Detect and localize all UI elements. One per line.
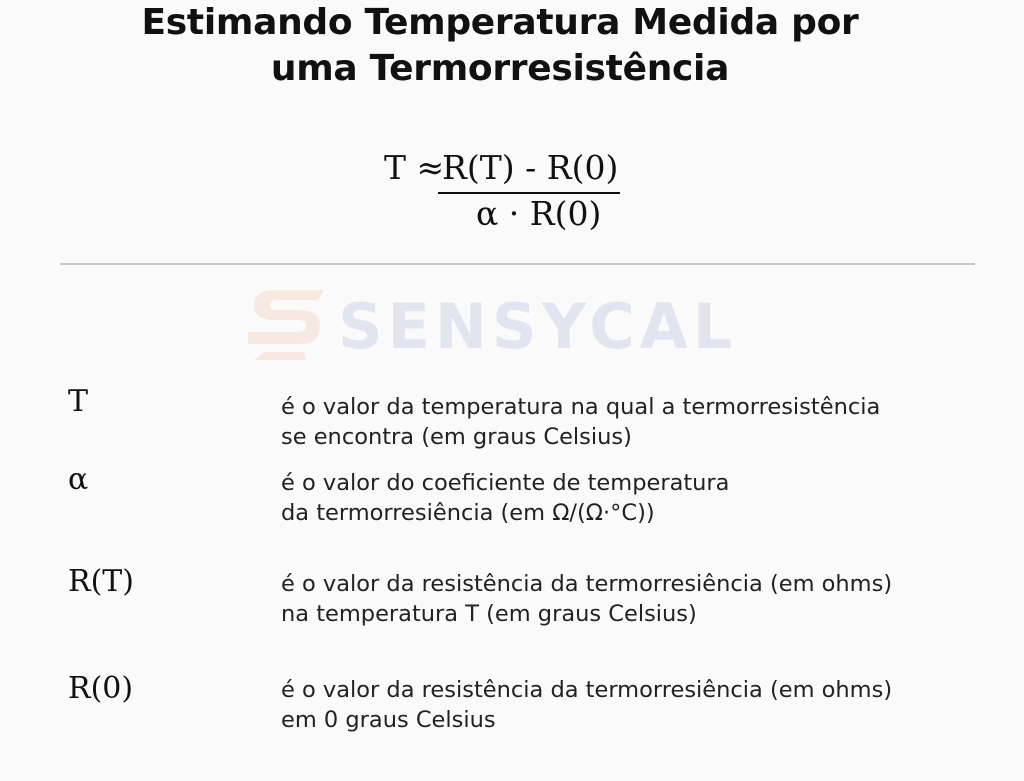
definition-r-0 [281, 675, 892, 735]
definition-t-line-2: se encontra (em graus Celsius) [281, 424, 632, 450]
definition-alpha-line-2: da termorresiência (em Ω/(Ω·°C)) [281, 500, 655, 526]
page-title [0, 0, 1000, 92]
divider [60, 263, 975, 265]
sensycal-logo-icon [244, 286, 328, 362]
formula-lhs: T ≈ [384, 148, 445, 187]
sensycal-watermark [244, 286, 804, 366]
symbol-r-0: R(0) [68, 671, 134, 706]
definition-alpha [281, 468, 729, 528]
symbol-alpha: α [68, 462, 89, 497]
definition-r-t-line-1: é o valor da resistência da termorresiência (em ohms) [281, 571, 893, 597]
definition-t-line-1: é o valor da temperatura na qual a termorresistência [281, 394, 881, 420]
definition-t [281, 392, 880, 452]
definition-alpha-line-1: é o valor do coeficiente de temperatura [281, 470, 730, 496]
definition-r-t-line-2: na temperatura T (em graus Celsius) [281, 601, 697, 627]
watermark-text: SENSYCAL [338, 290, 738, 363]
definition-r-t [281, 569, 892, 629]
symbol-r-t: R(T) [68, 564, 135, 599]
formula [0, 140, 1024, 240]
formula-numerator: R(T) - R(0) [442, 148, 619, 187]
page-title-line-1: Estimando Temperatura Medida por [141, 2, 859, 43]
page-title-line-2: uma Termorresistência [270, 48, 730, 89]
definition-r-0-line-1: é o valor da resistência da termorresiência (em ohms) [281, 677, 893, 703]
symbol-t: T [68, 384, 89, 419]
definition-r-0-line-2: em 0 graus Celsius [281, 707, 496, 733]
formula-denominator: α · R(0) [476, 194, 602, 233]
